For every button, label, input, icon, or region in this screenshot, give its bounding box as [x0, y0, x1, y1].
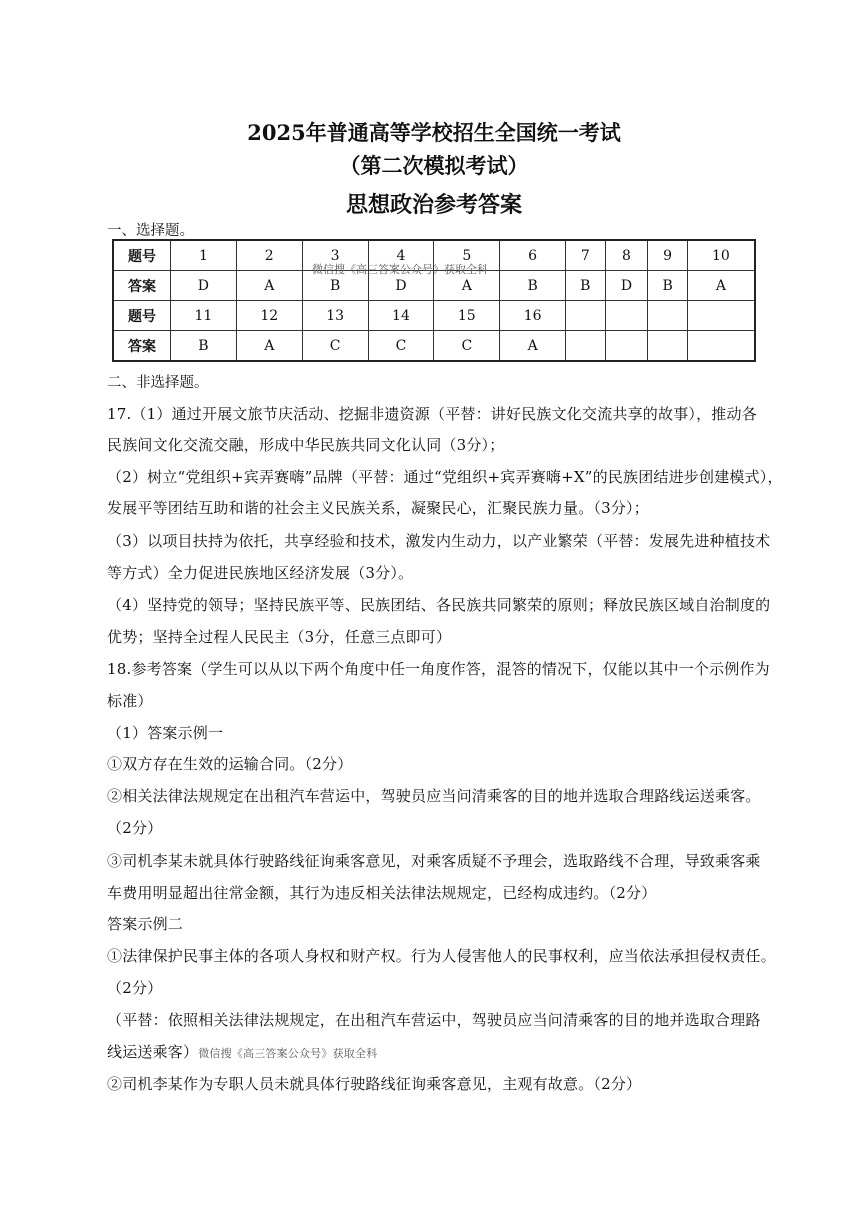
answer-line: ③司机李某未就具体行驶路线征询乘客意见，对乘客质疑不予理会，选取路线不合理，导致乘客乘: [107, 852, 761, 870]
table-cell: B: [648, 271, 688, 301]
table-cell: A: [687, 271, 755, 301]
table-cell: B: [302, 271, 368, 301]
answer-line: ①双方存在生效的运输合同。（2分）: [107, 755, 353, 773]
table-cell: [605, 331, 648, 362]
table-cell: [648, 331, 688, 362]
answer-line: （3）以项目扶持为依托，共享经验和技术，激发内生动力，以产业繁荣（平替：发展先进种植技术: [107, 532, 771, 550]
row-label-answer: 答案: [113, 271, 171, 301]
answer-line: ②司机李某作为专职人员未就具体行驶路线征询乘客意见，主观有故意。（2分）: [107, 1075, 642, 1093]
answer-line: （2分）: [107, 819, 163, 837]
answer-line-text: 线运送乘客）: [107, 1043, 199, 1061]
row-label-question: 题号: [113, 301, 171, 331]
table-cell: 5: [434, 240, 500, 271]
table-cell: [648, 301, 688, 331]
answer-line: 优势；坚持全过程人民民主（3分，任意三点即可）: [107, 628, 452, 646]
table-row: [113, 331, 755, 362]
table-cell: D: [368, 271, 434, 301]
table-cell: 16: [500, 301, 566, 331]
table-row: [113, 301, 755, 331]
exam-subtitle: （第二次模拟考试）: [339, 153, 529, 178]
watermark-text: 微信搜《高三答案公众号》获取全科: [312, 263, 488, 276]
table-cell: A: [500, 331, 566, 362]
table-cell: 10: [687, 240, 755, 271]
table-cell: 14: [368, 301, 434, 331]
answer-line: （1）答案示例一: [107, 724, 224, 742]
answer-line: （4）坚持党的领导；坚持民族平等、民族团结、各民族共同繁荣的原则；释放民族区域自治制度的: [107, 596, 771, 614]
table-cell: B: [566, 271, 606, 301]
table-cell: [687, 301, 755, 331]
table-cell: C: [368, 331, 434, 362]
table-cell: A: [434, 271, 500, 301]
table-cell: 15: [434, 301, 500, 331]
table-cell: B: [500, 271, 566, 301]
table-cell: 11: [171, 301, 237, 331]
exam-title: 2025年普通高等学校招生全国统一考试: [247, 120, 621, 145]
table-cell: D: [171, 271, 237, 301]
table-cell: 2: [236, 240, 302, 271]
table-cell: 9: [648, 240, 688, 271]
table-cell: [566, 331, 606, 362]
answer-line: 答案示例二: [107, 915, 184, 933]
table-cell: D: [605, 271, 648, 301]
table-cell: B: [171, 331, 237, 362]
row-label-question: 题号: [113, 240, 171, 271]
answer-line: 民族间文化交流交融，形成中华民族共同文化认同（3分）；: [107, 436, 505, 454]
table-cell: [687, 331, 755, 362]
answer-line: 标准）: [107, 692, 153, 710]
answer-line: 车费用明显超出往常金额，其行为违反相关法律法规规定，已经构成违约。（2分）: [107, 884, 657, 902]
answer-line: ①法律保护民事主体的各项人身权和财产权。行为人侵害他人的民事权利，应当依法承担侵权责任。: [107, 947, 776, 965]
answer-line: （2）树立“党组织+宾弄赛嗨”品牌（平替：通过“党组织+宾弄赛嗨+X”的民族团结进步创建模式），: [107, 468, 783, 486]
table-cell: 1: [171, 240, 237, 271]
answer-line: 18.参考答案（学生可以从以下两个角度中任一角度作答，混答的情况下，仅能以其中一个示例作为: [107, 660, 770, 678]
answer-line: 17.（1）通过开展文旅节庆活动、挖掘非遗资源（平替：讲好民族文化交流共享的故事），推动各: [107, 405, 757, 423]
table-cell: 3: [302, 240, 368, 271]
table-cell: 4: [368, 240, 434, 271]
answer-line: 等方式）全力促进民族地区经济发展（3分）。: [107, 564, 414, 582]
table-cell: [566, 301, 606, 331]
watermark-text: 微信搜《高三答案公众号》获取全科: [198, 1047, 378, 1060]
table-cell: A: [236, 331, 302, 362]
section-choice-heading: 一、选择题。: [107, 223, 194, 239]
table-cell: C: [434, 331, 500, 362]
answer-line: （平替：依照相关法律法规规定，在出租汽车营运中，驾驶员应当问清乘客的目的地并选取合理路: [107, 1011, 761, 1029]
table-cell: 7: [566, 240, 606, 271]
table-cell: A: [236, 271, 302, 301]
table-cell: 6: [500, 240, 566, 271]
answer-line: （2分）: [107, 979, 163, 997]
table-cell: 12: [236, 301, 302, 331]
answer-line: [107, 1041, 377, 1062]
table-cell: 8: [605, 240, 648, 271]
section-nonchoice-heading: 二、非选择题。: [107, 375, 209, 391]
table-cell: 13: [302, 301, 368, 331]
row-label-answer: 答案: [113, 331, 171, 362]
table-cell: [605, 301, 648, 331]
document-title: 思想政治参考答案: [345, 192, 522, 218]
answer-line: ②相关法律法规规定在出租汽车营运中，驾驶员应当问清乘客的目的地并选取合理路线运送乘客。: [107, 787, 761, 805]
answer-table: [112, 239, 756, 362]
answer-line: 发展平等团结互助和谐的社会主义民族关系，凝聚民心，汇聚民族力量。（3分）；: [107, 499, 649, 517]
table-cell: C: [302, 331, 368, 362]
